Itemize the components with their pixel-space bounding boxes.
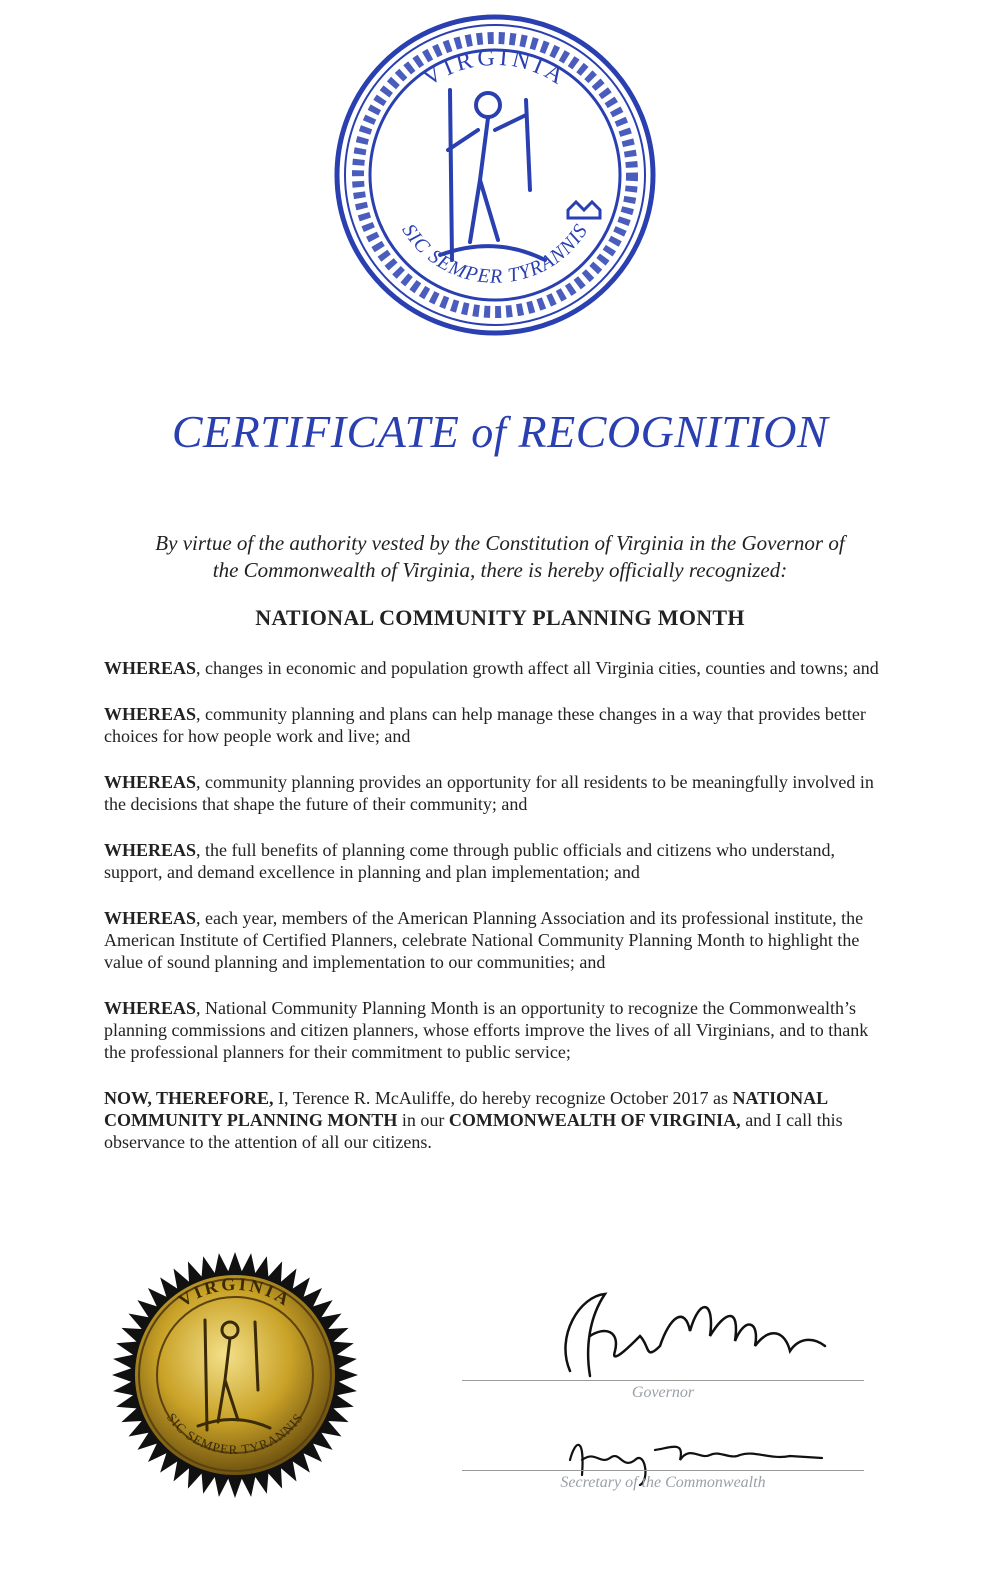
svg-text:SIC SEMPER TYRANNIS: SIC SEMPER TYRANNIS [397,220,593,288]
secretary-caption: Secretary of the Commonwealth [560,1474,766,1491]
whereas-clause: WHEREAS, community planning provides an opportunity for all residents to be meaningfully involved in the decisions that shape the future of their community; and [104,772,874,814]
preamble-line-2: the Commonwealth of Virginia, there is hereby officially recognized: [212,558,788,582]
whereas-clause: WHEREAS, the full benefits of planning come through public officials and citizens who understand, support, and demand excellence in planning and plan implementation; and [104,840,836,882]
preamble [60,530,940,584]
certificate-title [0,405,1000,458]
recognition-subject: NATIONAL COMMUNITY PLANNING MONTH [255,605,745,630]
governor-signature [550,1276,830,1386]
title-part2: RECOGNITION [518,406,829,457]
title-of: of [471,408,507,457]
preamble-line-1: By virtue of the authority vested by the Constitution of Virginia in the Governor of [155,531,845,555]
svg-text:VIRGINIA: VIRGINIA [418,44,572,92]
virginia-seal-icon [330,10,660,340]
svg-text:SIC SEMPER TYRANNIS: SIC SEMPER TYRANNIS [163,1410,307,1458]
gold-foil-seal-icon [110,1250,360,1500]
svg-text:VIRGINIA: VIRGINIA [174,1273,296,1311]
resolution-clause: NOW, THEREFORE, I, Terence R. McAuliffe, do hereby recognize October 2017 as NATIONAL COMMUNITY PLANNING MONTH in our COMMONWEALTH OF VIRGINIA, and I call this observance to the attention of all our citizens. [104,1088,843,1152]
whereas-clause: WHEREAS, each year, members of the American Planning Association and its professional institute, the American Institute of Certified Planners, celebrate National Community Planning Month to highlight the value of sound planning and implementation to our communities; and [104,908,864,972]
certificate-body [104,657,894,1177]
secretary-signature-line [462,1470,864,1471]
governor-signature-line [462,1380,864,1381]
whereas-clause: WHEREAS, changes in economic and population growth affect all Virginia cities, counties and towns; and [104,658,879,678]
title-part1: CERTIFICATE [171,406,460,457]
governor-caption: Governor [631,1384,695,1401]
whereas-clause: WHEREAS, National Community Planning Month is an opportunity to recognize the Commonwealth’s planning commissions and citizen planners, whose efforts improve the lives of all Virginians, and to thank the professional planners for their commitment to public service; [104,998,869,1062]
whereas-clause: WHEREAS, community planning and plans can help manage these changes in a way that provides better choices for how people work and live; and [104,704,866,746]
